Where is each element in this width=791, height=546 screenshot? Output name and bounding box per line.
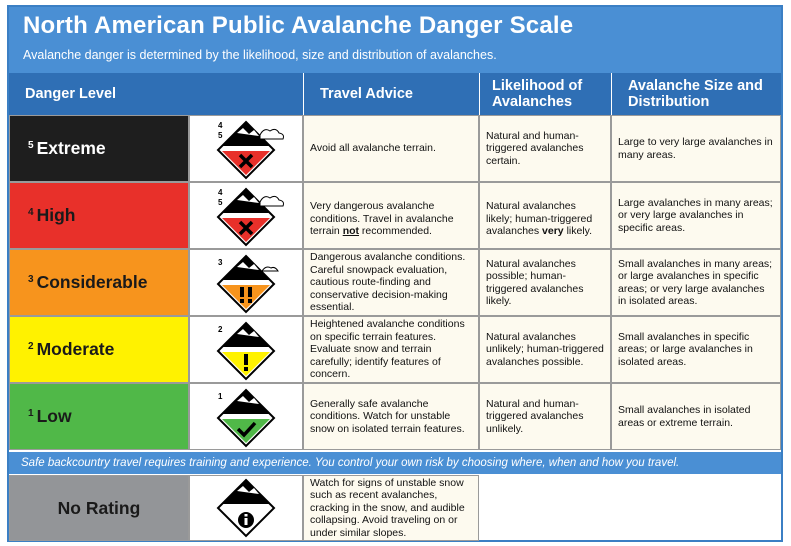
page-subtitle: Avalanche danger is determined by the likelihood, size and distribution of avalanches. <box>23 48 497 62</box>
travel-advice-cell: Generally safe avalanche conditions. Watch for unstable snow on isolated terrain features. <box>303 383 479 450</box>
danger-scale-card <box>7 5 783 542</box>
high-danger-icon <box>189 182 303 249</box>
title-banner <box>9 7 781 73</box>
danger-level-number: 5 <box>28 140 34 152</box>
likelihood-text: likely. <box>563 225 593 237</box>
danger-level-name: High <box>36 205 76 226</box>
danger-level-label <box>9 316 189 383</box>
likelihood-text: Natural avalanches likely; human-triggered avalanches <box>486 200 593 237</box>
likelihood-cell: Natural avalanches possible; human-triggered avalanches likely. <box>479 249 611 316</box>
low-danger-icon <box>189 383 303 450</box>
no-rating-travel-advice: Watch for signs of unstable snow such as recent avalanches, cracking in the snow, and audible collapsing. Avoid traveling on or under similar slopes. <box>303 475 479 541</box>
safety-note-banner: Safe backcountry travel requires training and experience. You control your own risk by choosing where, when and how you travel. <box>9 452 781 474</box>
size-distribution-cell: Small avalanches in specific areas; or large avalanches in isolated areas. <box>611 316 781 383</box>
icon-number: 4 <box>218 120 223 130</box>
danger-level-label <box>9 182 189 249</box>
size-distribution-cell: Small avalanches in many areas; or large avalanches in specific areas; or very large avalanches in isolated areas. <box>611 249 781 316</box>
danger-row-high <box>9 182 781 249</box>
danger-level-number: 1 <box>28 408 34 420</box>
icon-number: 5 <box>218 130 223 140</box>
likelihood-cell: Natural avalanches unlikely; human-triggered avalanches possible. <box>479 316 611 383</box>
danger-level-name: Low <box>36 406 72 427</box>
size-distribution-cell: Large avalanches in many areas; or very large avalanches in specific areas. <box>611 182 781 249</box>
size-distribution-cell: Small avalanches in isolated areas or extreme terrain. <box>611 383 781 450</box>
travel-advice-cell: Dangerous avalanche conditions. Careful snowpack evaluation, cautious route-finding and conservative decision-making essential. <box>303 249 479 316</box>
likelihood-emphasis: very <box>542 225 564 237</box>
no-rating-label: No Rating <box>9 475 189 541</box>
danger-level-name: Extreme <box>36 138 106 159</box>
no-rating-info-icon <box>189 475 303 541</box>
danger-level-label <box>9 249 189 316</box>
column-header-danger-level: Danger Level <box>25 86 117 102</box>
danger-level-name: Moderate <box>36 339 115 360</box>
icon-number: 1 <box>218 391 223 401</box>
danger-row-moderate <box>9 316 781 383</box>
icon-number: 5 <box>218 197 223 207</box>
danger-row-considerable <box>9 249 781 316</box>
column-header-likelihood: Likelihood of Avalanches <box>479 73 611 115</box>
danger-level-label <box>9 383 189 450</box>
likelihood-cell <box>479 182 611 249</box>
danger-level-number: 3 <box>28 274 34 286</box>
icon-number: 4 <box>218 187 223 197</box>
travel-advice-cell <box>303 182 479 249</box>
column-header-travel-advice: Travel Advice <box>303 73 479 115</box>
extreme-danger-icon <box>189 115 303 182</box>
size-distribution-cell: Large to very large avalanches in many areas. <box>611 115 781 182</box>
likelihood-cell: Natural and human-triggered avalanches certain. <box>479 115 611 182</box>
danger-row-low <box>9 383 781 450</box>
moderate-danger-icon <box>189 316 303 383</box>
danger-level-label <box>9 115 189 182</box>
icon-number: 3 <box>218 257 223 267</box>
likelihood-cell: Natural and human-triggered avalanches unlikely. <box>479 383 611 450</box>
considerable-danger-icon <box>189 249 303 316</box>
danger-level-number: 4 <box>28 207 34 219</box>
travel-advice-cell: Avoid all avalanche terrain. <box>303 115 479 182</box>
travel-advice-emphasis: not <box>342 225 360 237</box>
danger-level-name: Considerable <box>36 272 148 293</box>
travel-advice-text: recommended. <box>359 225 432 237</box>
travel-advice-text: Very dangerous avalanche conditions. Travel in avalanche terrain <box>310 200 454 237</box>
icon-number: 2 <box>218 324 223 334</box>
page-title: North American Public Avalanche Danger Scale <box>23 12 574 39</box>
column-header-size: Avalanche Size and Distribution <box>611 73 781 115</box>
travel-advice-cell: Heightened avalanche conditions on specific terrain features. Evaluate snow and terrain carefully; identify features of concern. <box>303 316 479 383</box>
danger-level-number: 2 <box>28 341 34 353</box>
danger-row-extreme <box>9 115 781 182</box>
